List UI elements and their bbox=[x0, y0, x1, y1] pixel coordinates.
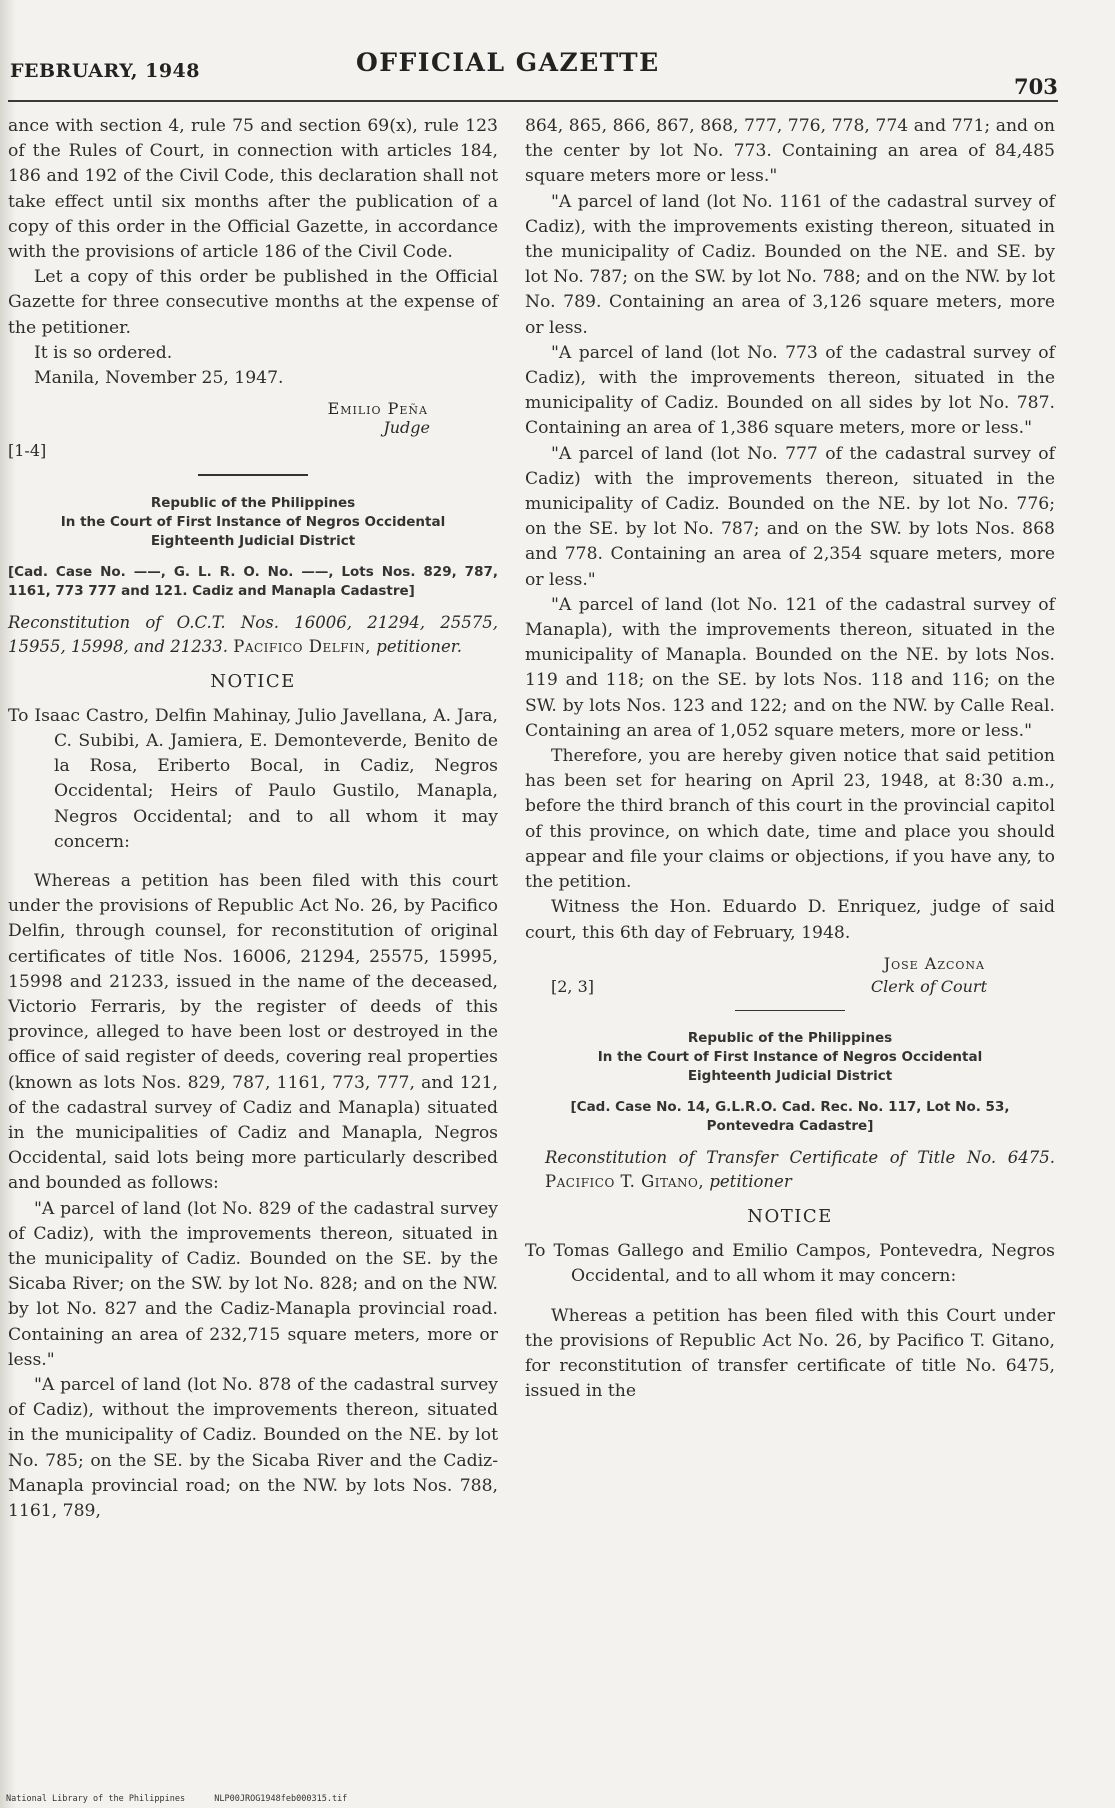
parcel-lot-878: "A parcel of land (lot No. 878 of the cadastral survey of Cadiz), without the improvements thereon, situated in the municipality of Cadiz. Bounded on the NE. by lot No. 785; on the SE. by the Sicaba River and the Cadiz-Manapla provincial road; on the NW. by lots Nos. 788, 1161, 789, bbox=[8, 1375, 498, 1522]
court-name: In the Court of First Instance of Negros Occidental bbox=[60, 513, 446, 530]
petitioner-name: Pacifico Delfin, bbox=[233, 636, 372, 656]
library-credit: National Library of the Philippines bbox=[6, 1794, 186, 1804]
petitioner-role: petitioner. bbox=[376, 636, 463, 656]
dateline: Manila, November 25, 1947. bbox=[34, 368, 284, 389]
hearing-notice: Therefore, you are hereby given notice that said petition has been set for hearing on April 23, 1948, at 8:30 a.m., before the third branch of this court in the provincial capitol of this province, on which date, time and place you should appear and file your claims or objections, if you have any, to the petition. bbox=[525, 746, 1055, 893]
court-district: Eighteenth Judicial District bbox=[150, 532, 356, 549]
header-rule bbox=[8, 100, 1058, 102]
clerk-name: Jose Azcona bbox=[883, 953, 985, 973]
left-column bbox=[8, 114, 498, 1524]
parcel-lot-773: "A parcel of land (lot No. 773 of the cadastral survey of Cadiz), with the improvements thereon, situated in the municipality of Cadiz. Bounded on all sides by lot No. 787. Containing an area of 1,386 square meters, more or less." bbox=[525, 342, 1055, 439]
publication-paragraph: Let a copy of this order be published in the Official Gazette for three consecutive months at the expense of the petitioner. bbox=[8, 267, 498, 338]
case-caption-line-1: [Cad. Case No. 14, G.L.R.O. Cad. Rec. No. 117, Lot No. 53, bbox=[570, 1099, 1010, 1116]
notice-heading: NOTICE bbox=[747, 1206, 833, 1228]
scan-footer bbox=[6, 1794, 371, 1804]
section-divider bbox=[198, 474, 308, 476]
judge-title: Judge bbox=[383, 418, 430, 438]
reconstitution-caption bbox=[8, 611, 498, 659]
whereas-paragraph: Whereas a petition has been filed with this Court under the provisions of Republic Act No. 26, by Pacifico T. Gitano, for reconstitution of transfer certificate of title No. 6475, issued in the bbox=[525, 1305, 1055, 1402]
parcel-lot-1161: "A parcel of land (lot No. 1161 of the cadastral survey of Cadiz), with the improvements existing thereon, situated in the municipality of Cadiz. Bounded on the NE. and SE. by lot No. 787; on the SW. by lot No. 788; and on the NW. by lot No. 789. Containing an area of 3,126 square meters, more or less. bbox=[525, 191, 1055, 338]
court-republic: Republic of the Philippines bbox=[687, 1030, 893, 1047]
section-divider bbox=[735, 1010, 845, 1012]
reconstitution-title: Reconstitution of Transfer Certificate of Title No. 6475. bbox=[545, 1148, 1055, 1168]
court-republic: Republic of the Philippines bbox=[150, 494, 356, 511]
case-caption: [Cad. Case No. ——, G. L. R. O. No. ——, Lots Nos. 829, 787, 1161, 773 777 and 121. Cadiz and Manapla Cadastre] bbox=[8, 563, 498, 599]
petitioner-role: petitioner bbox=[709, 1172, 792, 1192]
clerk-signature-row bbox=[525, 973, 1055, 996]
header-date: FEBRUARY, 1948 bbox=[10, 60, 200, 82]
clerk-title: Clerk of Court bbox=[870, 976, 987, 996]
header-page-number: 703 bbox=[1014, 74, 1058, 99]
court-district: Eighteenth Judicial District bbox=[687, 1068, 893, 1085]
notice-addressees: To Isaac Castro, Delfin Mahinay, Julio Javellana, A. Jara, C. Subibi, A. Jamiera, E. Demonteverde, Benito de la Rosa, Eriberto Bocal, in Cadiz, Negros Occidental; Heirs of Paulo Gustilo, Manapla, Negros Occidental; and to all whom it may concern: bbox=[8, 705, 498, 852]
whereas-paragraph: Whereas a petition has been filed with this court under the provisions of Republic Act No. 26, by Pacifico Delfin, through counsel, for reconstitution of original certificates of title Nos. 16006, 21294, 25575, 15995, 15998 and 21233, issued in the name of the deceased, Victorio Ferraris, by the register of deeds of this province, alleged to have been lost or destroyed in the office of said register of deeds, covering real properties (known as lots Nos. 829, 787, 1161, 773, 777, and 121, of the cadastral survey of Cadiz and Manapla) situated in the municipalities of Cadiz and Manapla, Negros Occidental, said lots being more particularly described and bounded as follows: bbox=[8, 870, 498, 1194]
petitioner-name: Pacifico T. Gitano, bbox=[545, 1172, 705, 1192]
case-caption bbox=[525, 1098, 1055, 1136]
issue-reference: [1-4] bbox=[8, 441, 47, 461]
order-paragraph: ance with section 4, rule 75 and section 69(x), rule 123 of the Rules of Court, in connection with articles 184, 186 and 192 of the Civil Code, this declaration shall not take effect until six months after the publication of a copy of this order in the Official Gazette, in accordance with the provisions of article 186 of the Civil Code. bbox=[8, 116, 498, 263]
parcel-lot-777: "A parcel of land (lot No. 777 of the cadastral survey of Cadiz) with the improvements thereon, situated in the municipality of Cadiz. Bounded on the NE. by lot No. 776; on the SE. by lot No. 787; and on the SW. by lots Nos. 868 and 778. Containing an area of 2,354 square meters, more or less." bbox=[525, 443, 1055, 590]
reconstitution-title: Reconstitution of O.C.T. Nos. 16006, 21294, 25575, 15955, 15998, and 21233. bbox=[8, 612, 498, 656]
file-name: NLP00JROG1948feb000315.tif bbox=[214, 1794, 348, 1804]
case-caption-line-2: Pontevedra Cadastre] bbox=[706, 1118, 874, 1135]
witness-paragraph: Witness the Hon. Eduardo D. Enriquez, judge of said court, this 6th day of February, 1948. bbox=[525, 897, 1055, 943]
parcel-lot-829: "A parcel of land (lot No. 829 of the cadastral survey of Cadiz), with the improvements thereon, situated in the municipality of Cadiz. Bounded on the SE. by the Sicaba River; on the SW. by lot No. 828; and on the NW. by lot No. 827 and the Cadiz-Manapla provincial road. Containing an area of 232,715 square meters, more or less." bbox=[8, 1198, 498, 1370]
parcel-lot-121: "A parcel of land (lot No. 121 of the cadastral survey of Manapla), with the improvements thereon, situated in the municipality of Manapla. Bounded on the NE. by lots Nos. 119 and 118; on the SE. by lots Nos. 118 and 116; on the SW. by lots Nos. 123 and 122; and on the NW. by Calle Real. Containing an area of 1,052 square meters, more or less." bbox=[525, 594, 1055, 741]
reconstitution-caption bbox=[525, 1146, 1055, 1194]
court-name: In the Court of First Instance of Negros Occidental bbox=[597, 1049, 983, 1066]
notice-addressees: To Tomas Gallego and Emilio Campos, Pontevedra, Negros Occidental, and to all whom it may concern: bbox=[525, 1241, 1055, 1287]
issue-reference: [2, 3] bbox=[551, 976, 595, 996]
notice-heading: NOTICE bbox=[210, 670, 296, 692]
ordered-line: It is so ordered. bbox=[34, 342, 173, 363]
parcel-continuation: 864, 865, 866, 867, 868, 777, 776, 778, 774 and 771; and on the center by lot No. 773. Containing an area of 84,485 square meters more or less." bbox=[525, 116, 1055, 187]
right-column bbox=[525, 114, 1055, 1404]
header-title: OFFICIAL GAZETTE bbox=[356, 48, 660, 77]
judge-name: Emilio Peña bbox=[327, 399, 428, 419]
